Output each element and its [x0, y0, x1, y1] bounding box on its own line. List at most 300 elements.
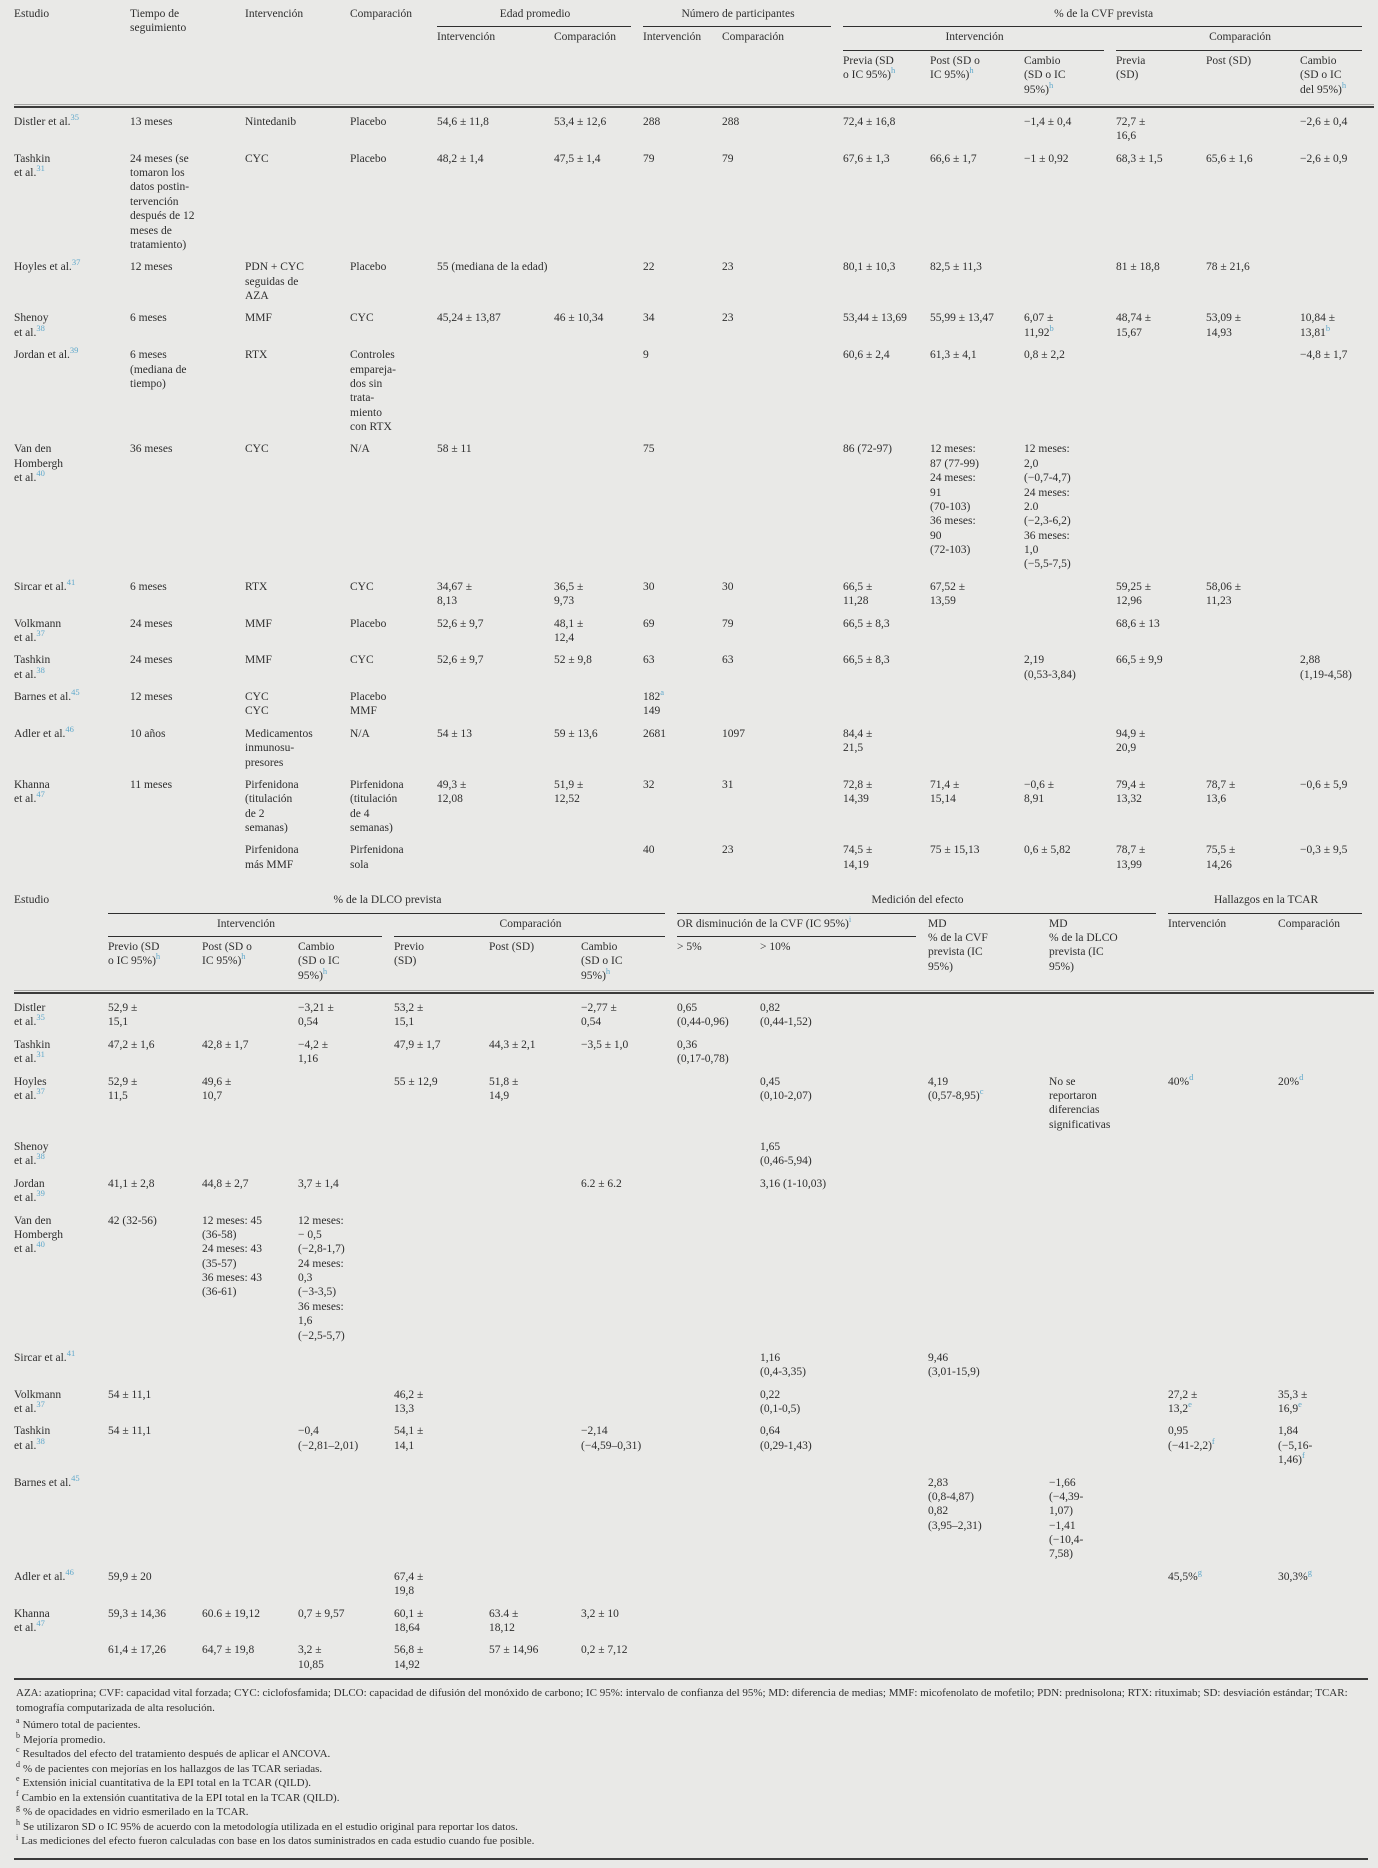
table-cell [298, 1073, 394, 1139]
table-row [14, 1138, 1374, 1175]
table-cell [202, 1422, 298, 1473]
table-cell: 1,16 (0,4-3,35) [760, 1351, 807, 1379]
table-cell: CYC [350, 312, 374, 325]
table-cell: 3,16 (1-10,03) [760, 1177, 827, 1190]
table-cell: 23 [722, 844, 734, 857]
table-cell [1206, 615, 1300, 652]
table-cell [722, 440, 843, 577]
table-cell: 67,52 ± 13,59 [930, 580, 966, 608]
table-cell [1049, 1641, 1168, 1678]
table-cell [928, 1138, 1049, 1175]
table-cell [677, 1422, 760, 1473]
subheader-part-intervencion: Intervención [643, 27, 722, 105]
leaf-header-or-5: > 5% [677, 937, 760, 991]
leaf-header-dlco-previo-i: Previo (SD o IC 95%)$^h$ [108, 937, 202, 991]
table-cell [394, 1349, 489, 1386]
table-cell: 47,2 ± 1,6 [108, 1038, 155, 1051]
table-cell [554, 841, 643, 878]
table-cell [928, 1605, 1049, 1642]
table-cell: 84,4 ± 21,5 [843, 727, 873, 755]
table-cell [1049, 1349, 1168, 1386]
table-cell: 52,6 ± 9,7 [437, 617, 484, 630]
table-cell [202, 1568, 298, 1605]
table-row [14, 841, 1374, 878]
table-cell [581, 1474, 677, 1568]
table-cell: 79 [643, 152, 655, 165]
table-cell: 66,5 ± 11,28 [843, 580, 873, 608]
table-row [14, 1474, 1374, 1568]
table-cell: 42,8 ± 1,7 [202, 1038, 249, 1051]
table-cell: 2681 [643, 727, 667, 740]
table-cell: 9,46 (3,01-15,9) [928, 1351, 980, 1379]
table-cell: 30 [643, 580, 655, 593]
table-cell: 48,1 ± 12,4 [554, 617, 584, 644]
table-cell: 10,84 ± 13,81$^b$ [1300, 312, 1336, 339]
table-cell: −2,77 ± 0,54 [581, 1002, 617, 1029]
footnote-mark: h [16, 1817, 20, 1827]
table-cell: 44,3 ± 2,1 [489, 1038, 536, 1051]
table-cell: 78 ± 21,6 [1206, 261, 1250, 274]
table-cell [394, 1474, 489, 1568]
table-cell: 46,2 ± 13,3 [394, 1388, 424, 1415]
table-cell: 78,7 ± 13,6 [1206, 778, 1236, 806]
table-cell [928, 994, 1049, 1036]
table-cell: 75 ± 15,13 [930, 844, 980, 857]
table-cell: 46 ± 10,34 [554, 312, 604, 325]
table-cell [202, 1386, 298, 1423]
table-cell [489, 1349, 581, 1386]
table-cell: −0,6 ± 5,9 [1300, 778, 1348, 791]
leaf-header-cvf-post-c: Post (SD) [1206, 51, 1300, 105]
table-cell: 68,6 ± 13 [1116, 617, 1160, 630]
table-cell: 12 meses: 2,0 (−0,7-4,7) 24 meses: 2.0 (−2,3-6,2) 36 meses: 1,0 (−5,5-7,5) [1024, 443, 1071, 571]
table-cell: 66,5 ± 8,3 [843, 654, 890, 667]
table-cell: 54 ± 11,1 [108, 1425, 152, 1438]
table-cell [14, 1641, 108, 1678]
table-cell: 55 ± 12,9 [394, 1075, 438, 1088]
table-cell: 67,6 ± 1,3 [843, 152, 890, 165]
footnote [16, 1834, 1364, 1849]
table-cell: Adler et al.$^{46}$ [14, 1566, 74, 1583]
table-cell: Placebo [350, 261, 387, 274]
table-cell: 24 meses [130, 617, 173, 630]
table-cell [1206, 346, 1300, 440]
leaf-header-cvf-cambio-c: Cambio (SD o IC del 95%)$^h$ [1300, 51, 1374, 105]
table-cell: 65,6 ± 1,6 [1206, 152, 1253, 165]
table-cell: 24 meses (se tomaron los datos postin- tervención después de 12 meses de tratamiento) [130, 152, 195, 251]
table-cell: Khanna et al.$^{47}$ [14, 1607, 50, 1634]
table-cell: −0,3 ± 9,5 [1300, 844, 1348, 857]
table-cell [1206, 651, 1300, 688]
table-cell: 54 ± 13 [437, 727, 473, 740]
table-cell: 12 meses [130, 691, 173, 703]
table-cell: 23 [722, 261, 734, 274]
table-cell: 60.6 ± 19,12 [202, 1607, 261, 1620]
subheader-cvf-intervencion: Intervención [843, 27, 1116, 50]
table-cell: 23 [722, 312, 734, 325]
footnote [16, 1718, 1364, 1733]
table-cell: 32 [643, 778, 655, 791]
table-cell [1278, 1641, 1374, 1678]
table-cell: 22 [643, 261, 655, 274]
table-cell: 75 [643, 443, 655, 456]
footnote [16, 1730, 1364, 1748]
table-cell [760, 1036, 928, 1073]
table-cell: 34,67 ± 8,13 [437, 580, 473, 608]
table-cell [489, 1138, 581, 1175]
subheader-tcar-comparacion: Comparación [1278, 914, 1374, 992]
group-header-hallazgos-tcar: Hallazgos en la TCAR [1168, 890, 1374, 913]
table-cell: 0,22 (0,1-0,5) [760, 1388, 801, 1415]
table-row [14, 1073, 1374, 1139]
top-table-header [14, 4, 1374, 108]
abbreviations-text: AZA: azatioprina; CVF: capacidad vital forzada; CYC: ciclofosfamida; DLCO: capacidad de difusión del monóxido de carbono; IC 95%: intervalo de confianza del 95%; MD: diferencia de medias; MMF: micofenolato de mofetilo; PDN: prednisolona; RTX: rituximab; SD: desviación estándar; TCAR: tomografía computarizada de alta resolución. [16, 1687, 1348, 1714]
table-cell: 2,88 (1,19-4,58) [1300, 654, 1352, 681]
footnote-text: % de opacidades en vidrio esmerilado en la TCAR. [23, 1806, 249, 1819]
table-row [14, 309, 1374, 346]
table-cell: CYC [245, 152, 269, 165]
table-cell: 75,5 ± 14,26 [1206, 844, 1236, 871]
table-row [14, 578, 1374, 615]
table-cell: 74,5 ± 14,19 [843, 844, 873, 871]
table-cell: Sircar et al.$^{41}$ [14, 576, 76, 593]
table-cell: 0,7 ± 9,57 [298, 1607, 345, 1620]
table-cell: CYC CYC [245, 691, 269, 718]
table-cell: 48,2 ± 1,4 [437, 152, 484, 165]
footnote-text: % de pacientes con mejorías en los hallazgos de las TCAR seriadas. [23, 1762, 323, 1775]
table-cell: Tashkin et al.$^{31}$ [14, 1038, 51, 1066]
table-cell [581, 1073, 677, 1139]
table-cell [1168, 1605, 1278, 1642]
table-cell [930, 688, 1024, 725]
table-cell: N/A [350, 443, 370, 456]
table-cell [437, 688, 554, 725]
table-cell [843, 688, 930, 725]
leaf-header-dlco-cambio-c: Cambio (SD o IC 95%)$^h$ [581, 937, 677, 991]
table-row [14, 1349, 1374, 1386]
table-cell: 0,36 (0,17-0,78) [677, 1038, 729, 1066]
table-cell [1300, 615, 1374, 652]
table-cell: 10 años [130, 727, 166, 740]
footnote-text: Número total de pacientes. [22, 1719, 141, 1732]
table-cell: 12 meses: 45 (36-58) 24 meses: 43 (35-57) 36 meses: 43 (36-61) [202, 1214, 263, 1299]
table-cell: 59,3 ± 14,36 [108, 1607, 167, 1620]
footnote-text: Cambio en la extensión cuantitativa de la EPI total en la TCAR (QILD). [21, 1791, 340, 1804]
table-cell [489, 1386, 581, 1423]
bottom-table-body [14, 994, 1374, 1678]
table-cell: 4,19 $(0,57-8,95)^c$ [928, 1075, 984, 1102]
table-cell: 52,9 ± 11,5 [108, 1075, 138, 1102]
subheader-edad-intervencion: Intervención [437, 27, 554, 105]
table-cell [760, 1568, 928, 1605]
table-cell: 3,7 ± 1,4 [298, 1177, 339, 1190]
table-cell: No se reportaron diferencias significativas [1049, 1075, 1111, 1131]
table-cell: 36,5 ± 9,73 [554, 580, 584, 608]
table-cell: Tashkin et al.$^{38}$ [14, 654, 51, 681]
group-header-cvf: % de la CVF prevista [843, 4, 1374, 27]
table-cell: 49,6 ± 10,7 [202, 1075, 232, 1102]
table-cell [722, 346, 843, 440]
table-cell [1278, 1138, 1374, 1175]
table-cell [489, 1474, 581, 1568]
table-cell: 63 [722, 654, 734, 667]
table-cell [298, 1138, 394, 1175]
col-header-tiempo: Tiempo de seguimiento [130, 4, 245, 105]
table-cell: Volkmann et al.$^{37}$ [14, 1388, 62, 1415]
table-row [14, 258, 1374, 309]
table-cell: Khanna et al.$^{47}$ [14, 778, 50, 806]
table-cell [1024, 258, 1116, 309]
table-cell: Tashkin et al.$^{38}$ [14, 1425, 51, 1452]
table-cell: 63 [643, 654, 655, 667]
table-row [14, 346, 1374, 440]
table-row [14, 108, 1374, 150]
table-cell: −4,8 ± 1,7 [1300, 349, 1348, 362]
table-cell [1024, 725, 1116, 776]
table-cell: 0,82 (0,44-1,52) [760, 1002, 812, 1029]
table-cell [1168, 994, 1278, 1036]
table-cell [1024, 615, 1116, 652]
table-cell: 68,3 ± 1,5 [1116, 152, 1163, 165]
table-cell [581, 1212, 677, 1349]
table-cell: 67,4 ± 19,8 [394, 1570, 424, 1598]
table-cell: 1097 [722, 727, 746, 740]
table-cell [1300, 440, 1374, 577]
leaf-header-cvf-post-i: Post (SD o IC 95%)$^h$ [930, 51, 1024, 105]
table-cell: 45,24 ± 13,87 [437, 312, 501, 325]
table-cell: 49,3 ± 12,08 [437, 778, 467, 806]
table-cell [760, 1605, 928, 1642]
table-cell [677, 1073, 760, 1139]
leaf-header-dlco-cambio-i: Cambio (SD o IC 95%)$^h$ [298, 937, 394, 991]
footnote-mark: c [16, 1745, 20, 1755]
table-cell [1168, 1349, 1278, 1386]
table-cell [489, 1212, 581, 1349]
table-cell [108, 1349, 202, 1386]
table-cell: 1,65 (0,46-5,94) [760, 1141, 812, 1168]
table-cell: 45,5%$^g$ [1168, 1566, 1203, 1583]
subheader-or-cvf: OR disminución de la CVF (IC 95%)$^i$ [677, 914, 928, 937]
table-footnotes [14, 1678, 1368, 1860]
table-cell [437, 346, 554, 440]
table-row [14, 1212, 1374, 1349]
table-cell: MMF [245, 312, 272, 325]
table-cell [760, 1212, 928, 1349]
table-row [14, 440, 1374, 577]
table-cell [1049, 1036, 1168, 1073]
leaf-header-dlco-post-c: Post (SD) [489, 937, 581, 991]
table-cell [677, 1138, 760, 1175]
table-cell [760, 1474, 928, 1568]
table-cell: 47,5 ± 1,4 [554, 152, 601, 165]
table-cell [677, 1474, 760, 1568]
table-cell: 78,7 ± 13,99 [1116, 844, 1146, 871]
table-cell: 0,65 (0,44-0,96) [677, 1002, 729, 1029]
table-cell: 0,45 (0,10-2,07) [760, 1075, 812, 1102]
table-cell: −3,5 ± 1,0 [581, 1038, 629, 1051]
table-cell [394, 1212, 489, 1349]
table-cell: 9 [643, 349, 649, 362]
table-cell [930, 108, 1024, 150]
table-cell: 12 meses: − 0,5 (−2,8-1,7) 24 meses: 0,3 (−3-3,5) 36 meses: 1,6 (−2,5-5,7) [298, 1214, 345, 1342]
table-cell: 71,4 ± 15,14 [930, 778, 960, 806]
table-cell: 51,8 ± 14,9 [489, 1075, 519, 1102]
table-cell [1278, 1349, 1374, 1386]
table-cell: 61,3 ± 4,1 [930, 349, 977, 362]
col-header-estudio: Estudio [14, 4, 130, 105]
table-cell: −1,4 ± 0,4 [1024, 115, 1072, 128]
table-cell: 0,6 ± 5,82 [1024, 844, 1071, 857]
subheader-tcar-intervencion: Intervención [1168, 914, 1278, 992]
table-cell: 54,1 ± 14,1 [394, 1425, 424, 1452]
table-cell: 57 ± 14,96 [489, 1644, 539, 1657]
table-cell: 60,6 ± 2,4 [843, 349, 890, 362]
table-row [14, 776, 1374, 842]
footnote-text: Las mediciones del efecto fueron calculadas con base en los datos suministrados en cada estudio cuando fue posible. [21, 1835, 535, 1848]
table-cell: Barnes et al.$^{45}$ [14, 1472, 80, 1489]
table-cell: Medicamentos inmunosu- presores [245, 727, 313, 769]
table-cell [1168, 1138, 1278, 1175]
table-cell [489, 1175, 581, 1212]
col-header-intervencion: Intervención [245, 4, 350, 105]
table-cell [677, 1212, 760, 1349]
table-cell: 24 meses [130, 654, 173, 667]
table-cell [554, 346, 643, 440]
table-cell [1049, 1422, 1168, 1473]
table-cell: 53,2 ± 15,1 [394, 1002, 424, 1029]
table-cell: Distler et al.$^{35}$ [14, 1002, 46, 1029]
table-cell: 79 [722, 617, 734, 630]
table-cell [298, 1349, 394, 1386]
table-cell: 30,3%$^g$ [1278, 1566, 1313, 1583]
table-cell [1024, 688, 1116, 725]
table-cell: 79 [722, 152, 734, 165]
footnote-text: Mejoría promedio. [23, 1733, 106, 1746]
table-cell [581, 1568, 677, 1605]
footnote [16, 1747, 1364, 1762]
table-cell [1278, 1605, 1374, 1642]
table-cell: Nintedanib [245, 115, 297, 128]
leaf-header-or-10: > 10% [760, 937, 928, 991]
table-cell: MMF [245, 617, 272, 630]
table-cell: 6,07 ± 11,92$^b$ [1024, 312, 1054, 339]
table-cell [1300, 258, 1374, 309]
table-cell: 48,74 ± 15,67 [1116, 312, 1152, 339]
table-cell: 66,5 ± 9,9 [1116, 654, 1163, 667]
table-cell: 55,99 ± 13,47 [930, 312, 994, 325]
table-cell [394, 1138, 489, 1175]
table-cell: Controles empareja- dos sin trata- miento con RTX [350, 349, 396, 433]
table-cell [928, 1568, 1049, 1605]
table-cell [108, 1474, 202, 1568]
table-cell: CYC [350, 580, 374, 593]
table-cell: 66,5 ± 8,3 [843, 617, 890, 630]
table-cell [1278, 1474, 1374, 1568]
table-cell: N/A [350, 727, 370, 740]
table-cell: −0,6 ± 8,91 [1024, 778, 1055, 806]
table-cell [1206, 688, 1300, 725]
group-header-dlco: % de la DLCO prevista [108, 890, 677, 913]
table-cell [1278, 1175, 1374, 1212]
leaf-header-cvf-cambio-i: Cambio (SD o IC 95%)$^h$ [1024, 51, 1116, 105]
table-cell [130, 841, 245, 878]
table-cell: Pirfenidona (titulación de 4 semanas) [350, 778, 404, 834]
footnote-mark: i [16, 1832, 19, 1842]
col-header-comparacion: Comparación [350, 4, 437, 105]
table-cell: 72,4 ± 16,8 [843, 115, 896, 128]
table-cell: 58,06 ± 11,23 [1206, 580, 1242, 608]
bottom-table-header [14, 890, 1374, 994]
table-cell [930, 725, 1024, 776]
table-cell [928, 1386, 1049, 1423]
table-cell [202, 994, 298, 1036]
table-cell: 59 ± 13,6 [554, 727, 598, 740]
table-cell [298, 1474, 394, 1568]
table-cell: 55 (mediana de la edad) [437, 261, 548, 274]
table-cell: RTX [245, 580, 268, 593]
table-cell: 63.4 ± 18,12 [489, 1607, 519, 1634]
table-cell: Placebo [350, 115, 387, 128]
table-cell: −1,66 (−4,39- 1,07) −1,41 (−10,4- 7,58) [1049, 1476, 1084, 1561]
footnote-text: Resultados del efecto del tratamiento después de aplicar el ANCOVA. [22, 1748, 331, 1761]
table-cell: Shenoy et al.$^{38}$ [14, 312, 49, 339]
table-cell [1049, 1568, 1168, 1605]
subheader-cvf-comparacion: Comparación [1116, 27, 1374, 50]
table-cell: 72,7 ± 16,6 [1116, 115, 1146, 143]
table-cell [1278, 1212, 1374, 1349]
footnote [16, 1788, 1364, 1806]
table-row [14, 725, 1374, 776]
table-cell: 40%$^d$ [1168, 1071, 1194, 1088]
table-cell: 72,8 ± 14,39 [843, 778, 873, 806]
table-cell [930, 615, 1024, 652]
table-cell: Placebo [350, 152, 387, 165]
table-cell: Jordan et al.$^{39}$ [14, 1177, 45, 1205]
footnote [16, 1817, 1364, 1835]
table-cell [581, 1349, 677, 1386]
table-cell: 27,2 ± 13,2$^e$ [1168, 1388, 1198, 1415]
table-cell [298, 1568, 394, 1605]
table-cell [928, 1422, 1049, 1473]
table-cell: 42 (32-56) [108, 1214, 157, 1227]
table-cell: Sircar et al.$^{41}$ [14, 1348, 76, 1364]
table-cell: 6.2 ± 6.2 [581, 1177, 622, 1190]
table-cell: 1,84 (−5,16- 1,46)$^f$ [1278, 1425, 1313, 1467]
table-cell: 54 ± 11,1 [108, 1388, 152, 1401]
table-cell [489, 994, 581, 1036]
table-cell: 52,6 ± 9,7 [437, 654, 484, 667]
table-row [14, 1036, 1374, 1073]
table-cell: 82,5 ± 11,3 [930, 261, 982, 274]
table-cell: 86 (72-97) [843, 443, 892, 456]
table-cell: 59,25 ± 12,96 [1116, 580, 1152, 608]
leaf-header-cvf-previa-i: Previa (SD o IC 95%)$^h$ [843, 51, 930, 105]
table-cell: 47,9 ± 1,7 [394, 1038, 441, 1051]
table-cell: 2,83 (0,8-4,87) 0,82 (3,95–2,31) [928, 1476, 982, 1532]
table-cell: 182$^a$ 149 [643, 687, 665, 718]
table-cell [928, 1036, 1049, 1073]
table-cell [108, 1138, 202, 1175]
table-cell: 60,1 ± 18,64 [394, 1607, 424, 1634]
table-cell [581, 1138, 677, 1175]
subheader-md-cvf: MD % de la CVF prevista (IC 95%) [928, 914, 1049, 992]
table-cell: 36 meses [130, 443, 173, 456]
table-cell [928, 1641, 1049, 1678]
bottom-table [14, 890, 1374, 1678]
leaf-header-dlco-post-i: Post (SD o IC 95%)$^h$ [202, 937, 298, 991]
table-row [14, 150, 1374, 259]
table-cell [202, 1474, 298, 1568]
